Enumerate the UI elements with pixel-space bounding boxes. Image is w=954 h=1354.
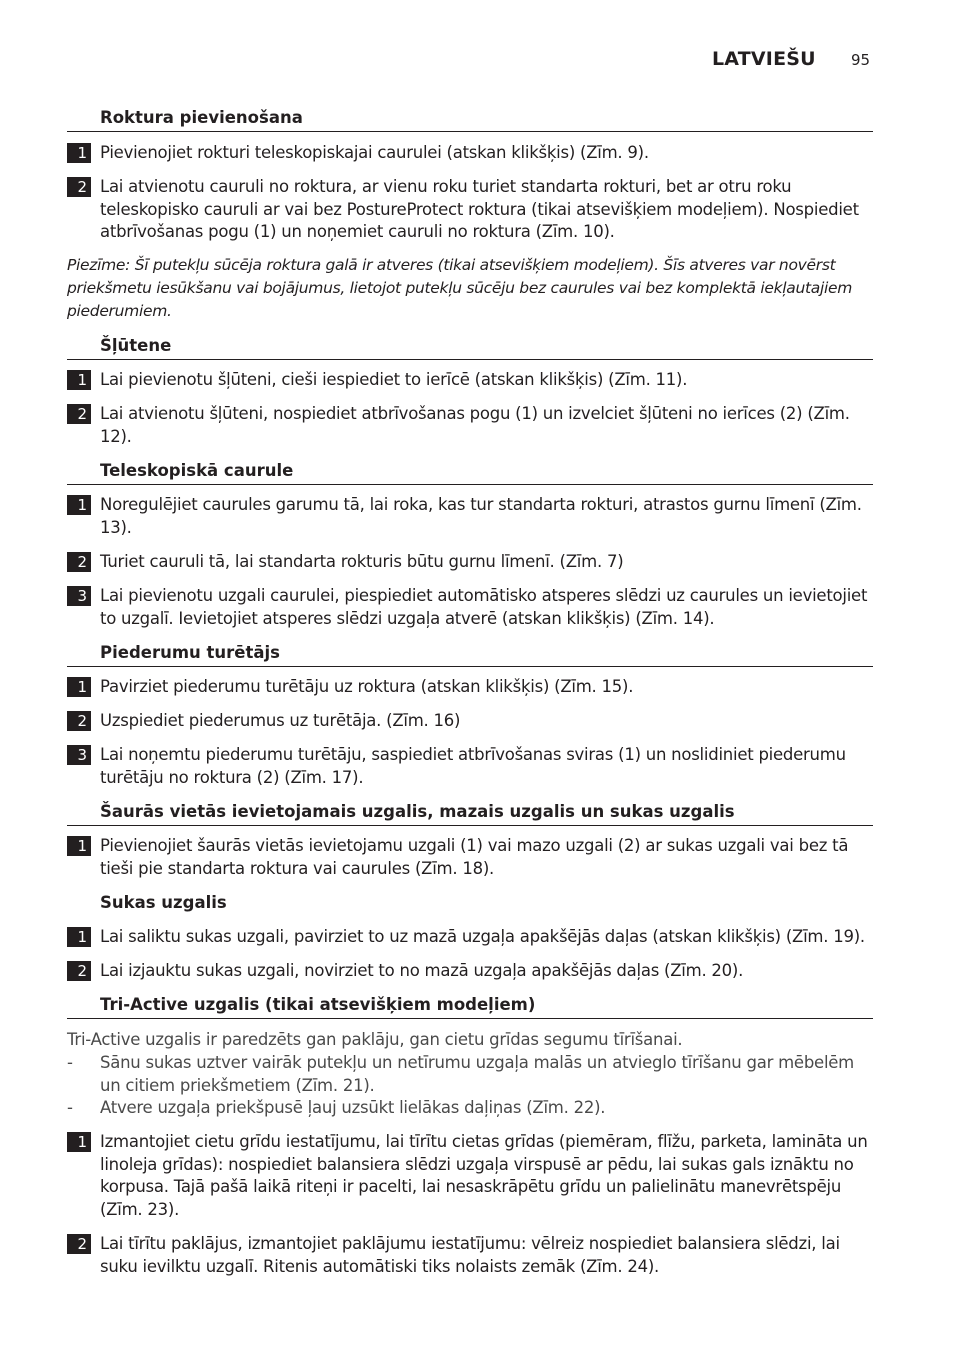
step-number: 1 xyxy=(67,836,91,856)
step-text: Izmantojiet cietu grīdu iestatījumu, lai tīrītu cietas grīdas (piemēram, flīžu, parketa, lamināta un linoleja grīdas): nospiediet balansiera slēdzi uzgaļa virspusē ar pēdu, lai sukas gals iznāktu no korpusa. Tajā pašā laikā riteņi ir pacelti, lai nesaskrāpētu grīdu un palielinātu manevrētspēju (Zīm. 23). xyxy=(100,1132,868,1219)
step-number: 2 xyxy=(67,961,91,981)
section-title: Tri-Active uzgalis (tikai atsevišķiem modeļiem) xyxy=(100,995,536,1014)
section-title: Šaurās vietās ievietojamais uzgalis, mazais uzgalis un sukas uzgalis xyxy=(100,802,735,821)
note-text: Piezīme: Šī putekļu sūcēja roktura galā ir atveres (tikai atsevišķiem modeļiem). Šīs atveres var novērst priekšmetu iesūkšanu vai bojājumus, lietojot putekļu sūcēju bez caurules vai bez komplektā iekļautajiem piederumiem. xyxy=(67,256,853,320)
section-rule xyxy=(67,1018,873,1019)
section-title: Roktura pievienošana xyxy=(100,108,303,127)
step-text: Lai izjauktu sukas uzgali, novirziet to no mazā uzgaļa apakšējās daļas (Zīm. 20). xyxy=(100,961,744,980)
step-number: 3 xyxy=(67,745,91,765)
step-number: 2 xyxy=(67,711,91,731)
step-number: 1 xyxy=(67,1132,91,1152)
step-text: Uzspiediet piederumus uz turētāja. (Zīm. 16) xyxy=(100,711,461,730)
step-number: 1 xyxy=(67,495,91,515)
step-text: Lai tīrītu paklājus, izmantojiet paklājumu iestatījumu: vēlreiz nospiediet balansiera slēdzi, lai suku ievilktu uzgalī. Ritenis automātiski tiks nolaists zemāk (Zīm. 24). xyxy=(100,1234,840,1276)
page-number: 95 xyxy=(851,51,871,69)
section-title: Teleskopiskā caurule xyxy=(100,461,294,480)
bullet-text: Sānu sukas uztver vairāk putekļu un netīrumu uzgaļa malās un atvieglo tīrīšanu gar mēbelēm un citiem priekšmetiem (Zīm. 21). xyxy=(100,1053,854,1095)
step-number: 2 xyxy=(67,404,91,424)
step-number: 1 xyxy=(67,143,91,163)
step-number: 2 xyxy=(67,552,91,572)
step-text: Lai pievienotu šļūteni, cieši iespiediet to ierīcē (atskan klikšķis) (Zīm. 11). xyxy=(100,370,688,389)
step-text: Lai atvienotu cauruli no roktura, ar vienu roku turiet standarta rokturi, bet ar otru roku teleskopisko cauruli ar vai bez PostureProtect roktura (tikai atsevišķiem modeļiem). Nospiediet atbrīvošanas pogu (1) un noņemiet cauruli no roktura (Zīm. 10). xyxy=(100,177,859,241)
step-number: 2 xyxy=(67,177,91,197)
section-rule xyxy=(67,666,873,667)
section-rule xyxy=(67,484,873,485)
step-text: Lai noņemtu piederumu turētāju, saspiediet atbrīvošanas sviras (1) un noslidiniet piederumu turētāju no roktura (2) (Zīm. 17). xyxy=(100,745,846,787)
step-text: Pievienojiet šaurās vietās ievietojamu uzgali (1) vai mazo uzgali (2) ar sukas uzgali vai bez tā tieši pie standarta roktura vai caurules (Zīm. 18). xyxy=(100,836,849,878)
step-number: 2 xyxy=(67,1234,91,1254)
step-number: 1 xyxy=(67,677,91,697)
step-text: Lai atvienotu šļūteni, nospiediet atbrīvošanas pogu (1) un izvelciet šļūteni no ierīces (2) (Zīm. 12). xyxy=(100,404,850,446)
step-text: Pievienojiet rokturi teleskopiskajai caurulei (atskan klikšķis) (Zīm. 9). xyxy=(100,143,649,162)
section-title: Sukas uzgalis xyxy=(100,893,227,912)
section-rule xyxy=(67,359,873,360)
section-title: Piederumu turētājs xyxy=(100,643,280,662)
step-text: Pavirziet piederumu turētāju uz roktura (atskan klikšķis) (Zīm. 15). xyxy=(100,677,634,696)
step-text: Lai pievienotu uzgali caurulei, piespiediet automātisko atsperes slēdzi uz caurules un ievietojiet to uzgalī. Ievietojiet atsperes slēdzi uzgaļa atverē (atskan klikšķis) (Zīm. 14). xyxy=(100,586,868,628)
step-text: Lai saliktu sukas uzgali, pavirziet to uz mazā uzgaļa apakšējās daļas (atskan klikšķis) (Zīm. 19). xyxy=(100,927,865,946)
bullet-dash: - xyxy=(67,1053,73,1072)
step-number: 1 xyxy=(67,927,91,947)
bullet-text: Atvere uzgaļa priekšpusē ļauj uzsūkt lielākas daļiņas (Zīm. 22). xyxy=(100,1098,606,1117)
step-number: 1 xyxy=(67,370,91,390)
step-text: Noregulējiet caurules garumu tā, lai roka, kas tur standarta rokturi, atrastos gurnu līmenī (Zīm. 13). xyxy=(100,495,862,537)
section-title: Šļūtene xyxy=(100,336,172,355)
language-header: LATVIEŠU xyxy=(712,48,816,70)
section-rule xyxy=(67,131,873,132)
step-number: 3 xyxy=(67,586,91,606)
intro-text: Tri-Active uzgalis ir paredzēts gan paklāju, gan cietu grīdas segumu tīrīšanai. xyxy=(67,1030,683,1049)
step-text: Turiet cauruli tā, lai standarta rokturis būtu gurnu līmenī. (Zīm. 7) xyxy=(100,552,624,571)
bullet-dash: - xyxy=(67,1098,73,1117)
section-rule xyxy=(67,825,873,826)
